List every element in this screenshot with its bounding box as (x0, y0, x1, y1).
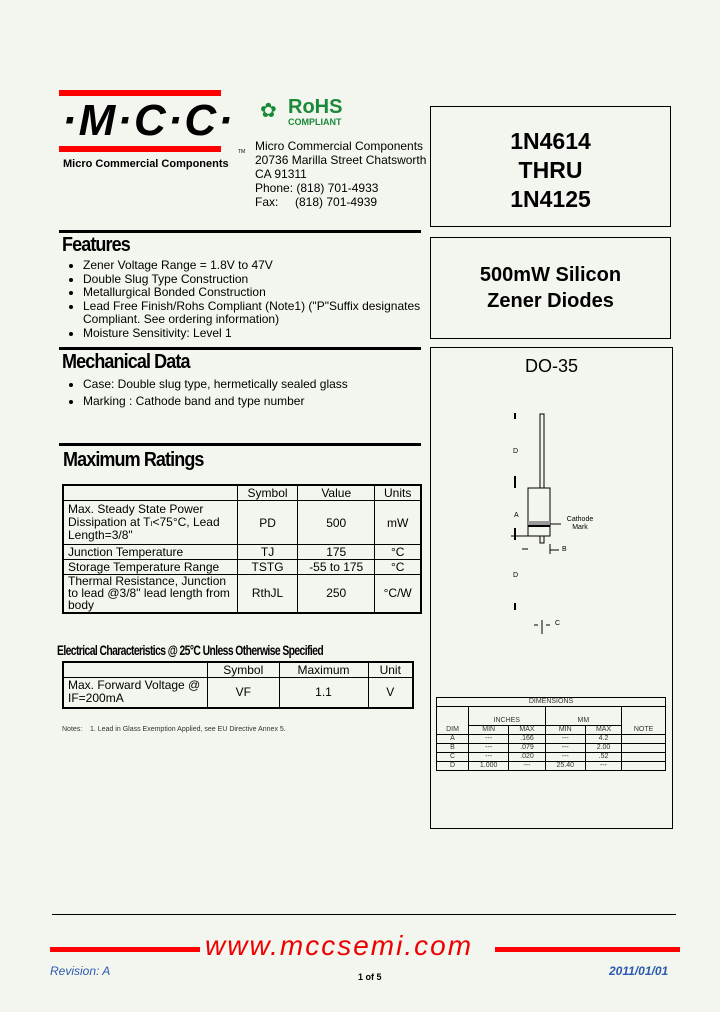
col-dim: DIM (437, 707, 469, 735)
features-list (63, 259, 443, 340)
cell: .079 (509, 744, 545, 753)
col-min: MIN (468, 726, 508, 735)
cell: .166 (509, 735, 545, 744)
dimensions-table (436, 697, 666, 771)
description-box (430, 237, 671, 339)
col-symbol: Symbol (208, 662, 280, 678)
divider (59, 443, 421, 446)
website-link[interactable]: www.mccsemi.com (205, 930, 474, 961)
table-row (63, 501, 421, 545)
cell: 2.00 (585, 744, 621, 753)
cell (622, 753, 666, 762)
symbol: TJ (238, 545, 298, 560)
param: Thermal Resistance, Junction to lead @3/8" lead length from body (63, 575, 238, 613)
divider (59, 347, 421, 350)
rohs-label: RoHS (288, 96, 343, 118)
electrical-table (62, 661, 414, 709)
electrical-title: Electrical Characteristics @ 25°C Unless Otherwise Specified (57, 642, 324, 658)
ratings-table (62, 484, 422, 614)
page-number: 1 of 5 (358, 972, 382, 982)
dim-label-c: C (555, 620, 561, 627)
mechanical-item: • Marking : Cathode band and type number (83, 393, 443, 410)
address-line: Micro Commercial Components (255, 139, 424, 153)
col-value: Value (298, 485, 375, 501)
address-block (255, 139, 426, 209)
col-inches: INCHES (468, 707, 545, 726)
mechanical-list (63, 376, 443, 410)
cell: --- (468, 744, 508, 753)
col-note: NOTE (622, 707, 666, 735)
value: 500 (298, 501, 375, 545)
cell: 1.000 (468, 762, 508, 771)
table-header (63, 485, 421, 501)
dim-label-d: D (513, 448, 519, 455)
feature-item: • Metallurgical Bonded Construction (83, 286, 443, 300)
cell: --- (509, 762, 545, 771)
table-row (63, 545, 421, 560)
cell: A (437, 735, 469, 744)
param: Max. Forward Voltage @ IF=200mA (63, 678, 208, 708)
part-number-box (430, 106, 671, 227)
dim-label-b: B (562, 546, 567, 553)
col-max: MAX (509, 726, 545, 735)
cell: --- (468, 753, 508, 762)
ratings-title: Maximum Ratings (63, 449, 204, 471)
table-row (63, 678, 413, 708)
footer-bar-right (495, 947, 680, 952)
col-units: Units (375, 485, 421, 501)
cell: .020 (509, 753, 545, 762)
rohs-compliant: COMPLIANT (288, 117, 342, 127)
table-row (63, 560, 421, 575)
cell: D (437, 762, 469, 771)
fax: Fax: (818) 701-4939 (255, 195, 378, 209)
desc-line: Zener Diodes (487, 290, 614, 312)
mechanical-title: Mechanical Data (62, 351, 190, 373)
col-unit: Unit (368, 662, 413, 678)
cell: B (437, 744, 469, 753)
cell: --- (545, 744, 585, 753)
phone: Phone: (818) 701-4933 (255, 181, 379, 195)
col-maximum: Maximum (279, 662, 368, 678)
logo-bar-bottom (59, 146, 221, 152)
cell (622, 735, 666, 744)
param: Max. Steady State Power Dissipation at Tₗ<75°C, Lead Length=3/8" (63, 501, 238, 545)
cell: 25.40 (545, 762, 585, 771)
diode-outline-drawing (431, 348, 672, 648)
dim-label-a: A (514, 512, 519, 519)
part-thru: THRU (518, 157, 583, 183)
table-row (437, 735, 666, 744)
table-row (437, 744, 666, 753)
feature-item: • Moisture Sensitivity: Level 1 (83, 327, 443, 341)
address-line: 20736 Marilla Street Chatsworth (255, 153, 427, 167)
mechanical-item: • Case: Double slug type, hermetically sealed glass (83, 376, 443, 393)
cell: .52 (585, 753, 621, 762)
col-max: MAX (585, 726, 621, 735)
unit: °C (375, 560, 421, 575)
mcc-logo: ·M·C·C· (62, 96, 235, 145)
dims-title: DIMENSIONS (437, 698, 666, 707)
col-min: MIN (545, 726, 585, 735)
divider (59, 230, 421, 233)
cathode-mark-label: Cathode Mark (566, 516, 594, 531)
unit: mW (375, 501, 421, 545)
footer-rule (52, 914, 676, 915)
note: Notes: 1. Lead in Glass Exemption Applied, see EU Directive Annex 5. (62, 726, 286, 733)
features-title: Features (62, 234, 130, 256)
table-row (437, 753, 666, 762)
cell: --- (468, 735, 508, 744)
unit: V (368, 678, 413, 708)
param: Storage Temperature Range (63, 560, 238, 575)
value: 1.1 (279, 678, 368, 708)
cell (622, 762, 666, 771)
part-number-start: 1N4614 (510, 128, 591, 154)
package-box (430, 347, 673, 829)
unit: °C/W (375, 575, 421, 613)
address-line: CA 91311 (255, 167, 307, 181)
dim-label-d: D (513, 572, 519, 579)
cell: --- (545, 753, 585, 762)
param: Junction Temperature (63, 545, 238, 560)
col-symbol: Symbol (238, 485, 298, 501)
company-name: Micro Commercial Components (63, 158, 229, 170)
value: 175 (298, 545, 375, 560)
cell: C (437, 753, 469, 762)
date: 2011/01/01 (609, 964, 669, 978)
package-title: DO-35 (524, 356, 578, 376)
symbol: RthJL (238, 575, 298, 613)
desc-line: 500mW Silicon (479, 264, 622, 286)
cell: --- (585, 762, 621, 771)
value: 250 (298, 575, 375, 613)
cell (622, 744, 666, 753)
unit: °C (375, 545, 421, 560)
part-number-end: 1N4125 (510, 186, 591, 212)
feature-item: • Lead Free Finish/Rohs Compliant (Note1) ("P"Suffix designates Compliant. See ordering information) (83, 300, 443, 327)
cell: --- (545, 735, 585, 744)
symbol: TSTG (238, 560, 298, 575)
trademark: TM (238, 149, 246, 155)
table-header (63, 662, 413, 678)
revision: Revision: A (50, 964, 111, 978)
cell: 4.2 (585, 735, 621, 744)
table-row (437, 762, 666, 771)
leaf-icon: ✿ (260, 100, 277, 122)
feature-item: • Zener Voltage Range = 1.8V to 47V (83, 259, 443, 273)
symbol: PD (238, 501, 298, 545)
footer-bar-left (50, 947, 200, 952)
symbol: VF (208, 678, 280, 708)
value: -55 to 175 (298, 560, 375, 575)
table-row (63, 575, 421, 613)
feature-item: • Double Slug Type Construction (83, 273, 443, 287)
col-mm: MM (545, 707, 622, 726)
